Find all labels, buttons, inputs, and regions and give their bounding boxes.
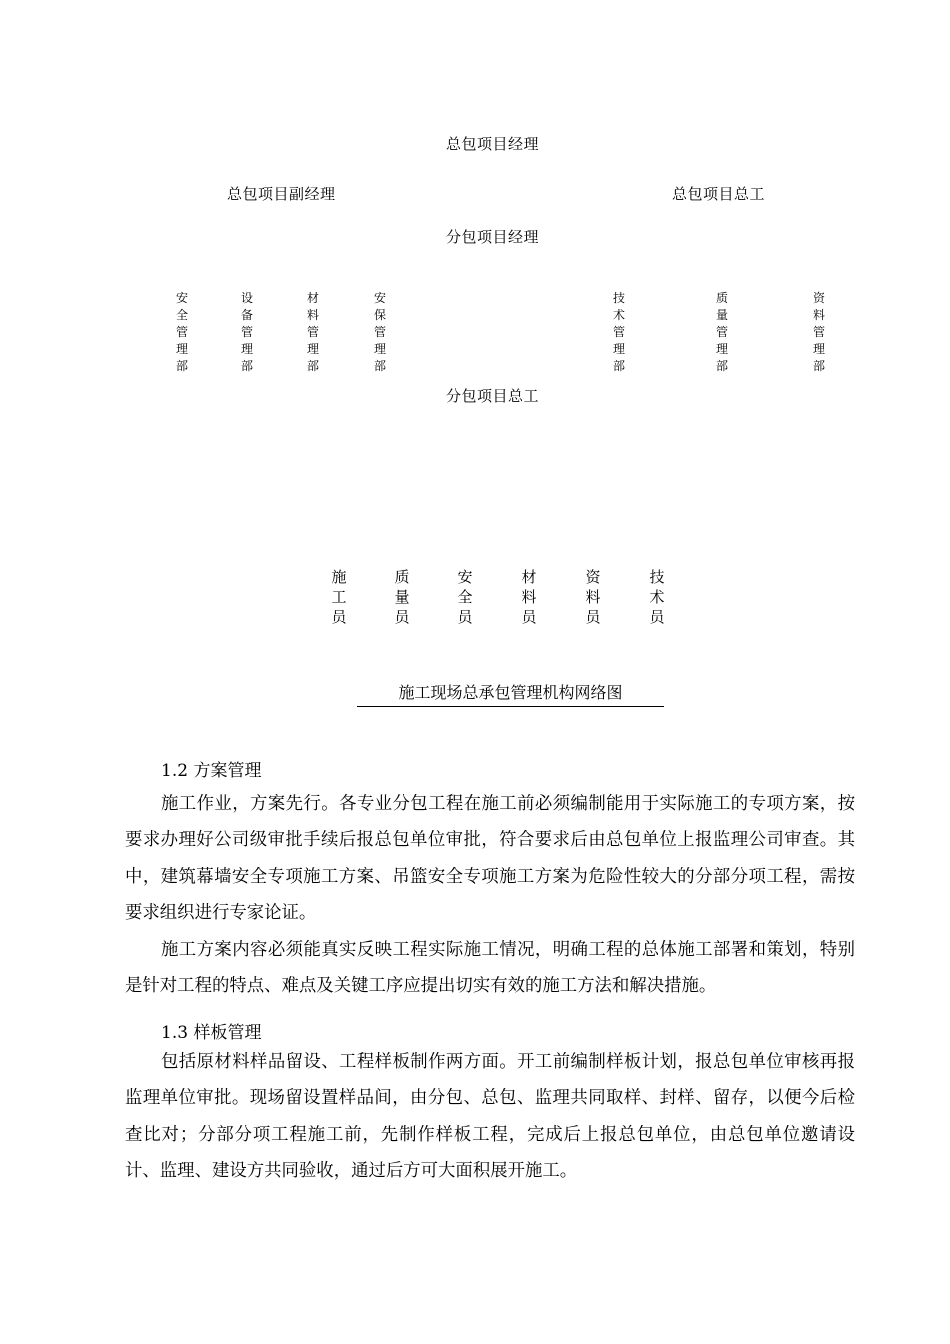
staff-construction: 施 工 员 <box>331 568 347 626</box>
dept-documents: 资 料 管 理 部 <box>812 291 825 373</box>
dept-safety: 安 全 管 理 部 <box>175 291 188 373</box>
section-1-2-para-2: 施工方案内容必须能真实反映工程实际施工情况，明确工程的总体施工部署和策划，特别是针对工程的特点、难点及关键工序应提出切实有效的施工方法和解决措施。 <box>125 939 855 997</box>
staff-safety: 安 全 员 <box>457 568 473 626</box>
section-1-3-heading: 1.3 样板管理 <box>161 1023 262 1043</box>
staff-materials: 材 料 员 <box>521 568 537 626</box>
deputy-manager-label: 总包项目副经理 <box>227 185 336 203</box>
staff-documents: 资 料 员 <box>585 568 601 626</box>
general-manager-label: 总包项目经理 <box>446 135 540 153</box>
staff-technical: 技 术 员 <box>649 568 665 626</box>
chief-engineer-label: 总包项目总工 <box>672 185 766 203</box>
dept-security: 安 保 管 理 部 <box>373 291 386 373</box>
dept-quality: 质 量 管 理 部 <box>715 291 728 373</box>
section-1-3-body <box>125 1044 855 1190</box>
section-1-2-body <box>125 786 855 1004</box>
dept-materials: 材 料 管 理 部 <box>306 291 319 373</box>
sub-chief-engineer-label: 分包项目总工 <box>446 387 540 405</box>
section-1-2-heading: 1.2 方案管理 <box>161 761 262 781</box>
sub-manager-label: 分包项目经理 <box>446 228 540 246</box>
org-chart-caption: 施工现场总承包管理机构网络图 <box>357 680 664 707</box>
section-1-2-para-1: 施工作业，方案先行。各专业分包工程在施工前必须编制能用于实际施工的专项方案，按要求办理好公司级审批手续后报总包单位审批，符合要求后由总包单位上报监理公司审查。其中，建筑幕墙安全专项施工方案、吊篮安全专项施工方案为危险性较大的分部分项工程，需按要求组织进行专家论证。 <box>125 794 855 924</box>
dept-equipment: 设 备 管 理 部 <box>240 291 253 373</box>
staff-quality: 质 量 员 <box>394 568 410 626</box>
section-1-3-para-1: 包括原材料样品留设、工程样板制作两方面。开工前编制样板计划，报总包单位审核再报监理单位审批。现场留设置样品间，由分包、总包、监理共同取样、封样、留存，以便今后检查比对；分部分项工程施工前，先制作样板工程，完成后上报总包单位，由总包单位邀请设计、监理、建设方共同验收，通过后方可大面积展开施工。 <box>125 1052 855 1182</box>
dept-technical: 技 术 管 理 部 <box>612 291 625 373</box>
